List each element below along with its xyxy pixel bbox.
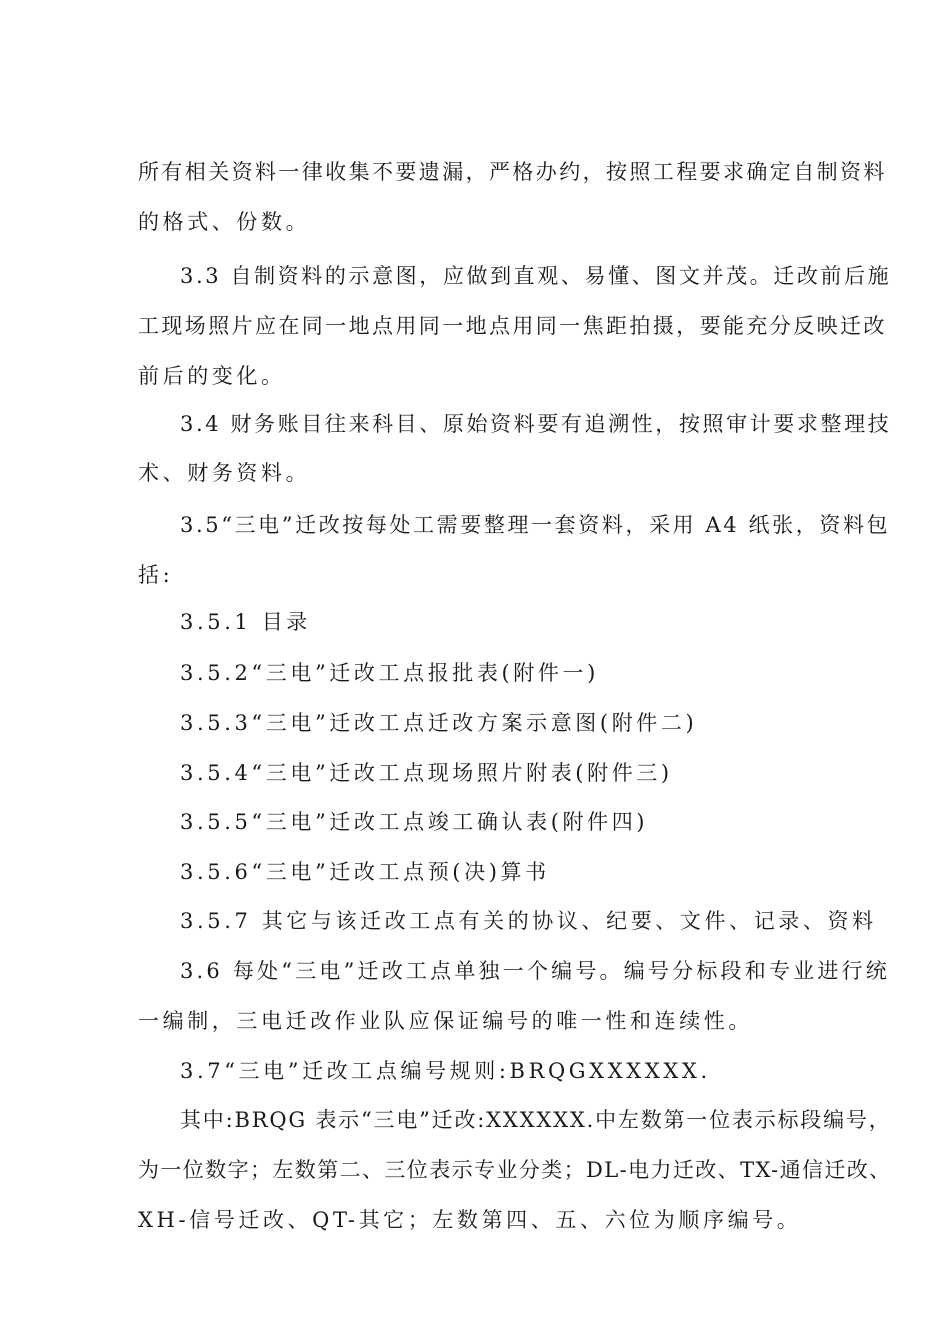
text-line: 3.7“三电”迁改工点编号规则:BRQGXXXXXX. [180, 1059, 711, 1083]
text-line: 3.4 财务账目往来科目、原始资料要有追溯性，按照审计要求整理技 [180, 412, 892, 436]
text-line: 3.3 自制资料的示意图，应做到直观、易懂、图文并茂。迁改前后施 [180, 264, 892, 288]
text-line: 前后的变化。 [138, 364, 286, 388]
text-line: 其中:BRQG 表示“三电”迁改:XXXXXX.中左数第一位表示标段编号， [180, 1108, 892, 1132]
text-line: 3.6 每处“三电”迁改工点单独一个编号。编号分标段和专业进行统 [180, 959, 890, 983]
text-line: 一编制，三电迁改作业队应保证编号的唯一性和连续性。 [138, 1009, 753, 1033]
text-line: 括: [138, 563, 174, 587]
text-line: 的格式、份数。 [138, 210, 311, 234]
text-line: 3.5.4“三电”迁改工点现场照片附表(附件三) [180, 761, 673, 785]
text-line: 所有相关资料一律收集不要遗漏，严格办约，按照工程要求确定自制资料 [138, 160, 887, 184]
text-line: 为一位数字；左数第二、三位表示专业分类；DL-电力迁改、TX-通信迁改、 [138, 1158, 892, 1182]
text-line: 3.5.2“三电”迁改工点报批表(附件一) [180, 661, 599, 685]
text-line: 3.5.6“三电”迁改工点预(决)算书 [180, 860, 550, 884]
text-line: 3.5.7 其它与该迁改工点有关的协议、纪要、文件、记录、资料 [180, 909, 877, 933]
text-line: 术、财务资料。 [138, 461, 311, 485]
text-line: XH-信号迁改、QT-其它；左数第四、五、六位为顺序编号。 [138, 1208, 802, 1232]
text-line: 工现场照片应在同一地点用同一地点用同一焦距拍摄，要能充分反映迁改 [138, 314, 887, 338]
text-line: 3.5“三电”迁改按每处工需要整理一套资料，采用 A4 纸张，资料包 [180, 513, 891, 537]
text-line: 3.5.5“三电”迁改工点竣工确认表(附件四) [180, 810, 649, 834]
text-line: 3.5.3“三电”迁改工点迁改方案示意图(附件二) [180, 711, 698, 735]
text-line: 3.5.1 目录 [180, 610, 311, 634]
